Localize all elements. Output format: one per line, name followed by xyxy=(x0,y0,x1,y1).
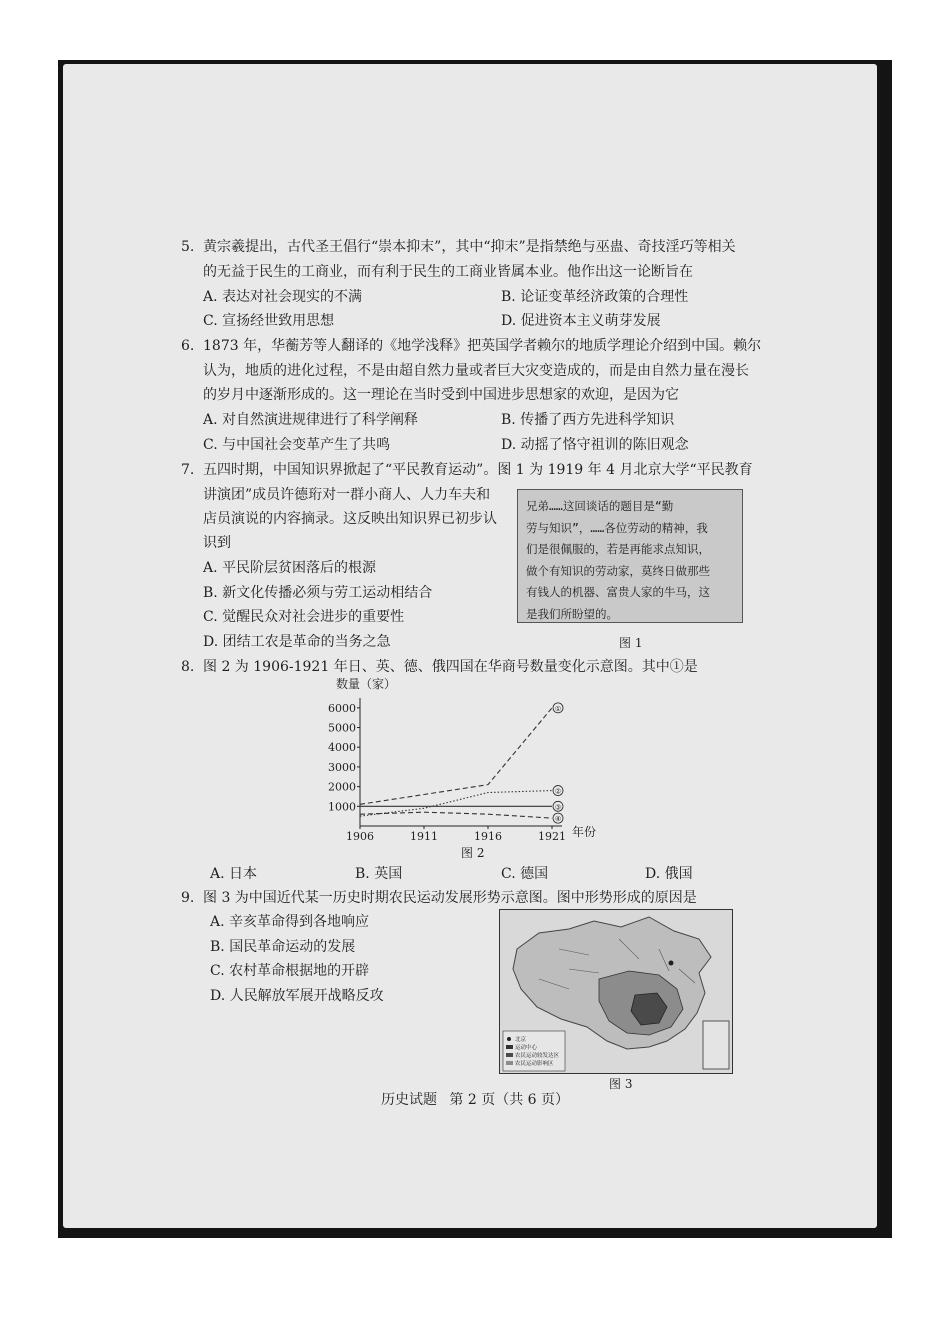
q9-option-b[interactable]: B. 国民革命运动的发展 xyxy=(210,939,356,955)
q6-option-c[interactable]: C. 与中国社会变革产生了共鸣 xyxy=(203,437,391,453)
q6-option-a[interactable]: A. 对自然演进规律进行了科学阐释 xyxy=(203,412,419,428)
q9-option-a[interactable]: A. 辛亥革命得到各地响应 xyxy=(210,914,370,930)
q8-option-a[interactable]: A. 日本 xyxy=(210,866,258,882)
figure-2-line-chart xyxy=(322,676,612,844)
chart-y-tick-label: 6000 xyxy=(328,701,356,715)
figure-1-caption: 图 1 xyxy=(619,636,643,650)
figure-1-text-line: 兄弟……这回谈话的题目是“勤 xyxy=(526,499,674,513)
q8-number: 8. xyxy=(181,659,195,675)
chart-series-line-4 xyxy=(360,812,552,818)
chart-y-tick-label: 4000 xyxy=(328,741,356,755)
q8-option-d[interactable]: D. 俄国 xyxy=(645,866,693,882)
chart-series-label-4: ④ xyxy=(554,815,562,824)
q6-line-1: 6. 1873 年，华蘅芳等人翻译的《地学浅释》把英国学者赖尔的地质学理论介绍到中国。赖尔 xyxy=(181,338,762,354)
chart-x-tick-label: 1911 xyxy=(410,830,438,843)
q8-line-1: 8. 图 2 为 1906-1921 年日、英、德、俄四国在华商号数量变化示意图。其中①是 xyxy=(181,659,698,675)
q5-option-d[interactable]: D. 促进资本主义萌芽发展 xyxy=(501,313,661,329)
q5-option-c[interactable]: C. 宣扬经世致用思想 xyxy=(203,313,335,329)
q9-option-d[interactable]: D. 人民解放军展开战略反攻 xyxy=(210,988,384,1004)
q6-option-d[interactable]: D. 动摇了恪守祖训的陈旧观念 xyxy=(501,437,689,453)
chart-x-tick-label: 1906 xyxy=(346,830,374,843)
map-legend-label: 农民运动较发达区 xyxy=(515,1053,560,1059)
footer-page-number: 第 2 页（共 6 页） xyxy=(449,1092,570,1108)
map-legend-symbol-center xyxy=(506,1045,513,1049)
figure-1-text-line: 是我们所盼望的。 xyxy=(526,606,618,621)
chart-y-axis-label: 数量（家） xyxy=(336,677,397,691)
chart-y-tick-label: 3000 xyxy=(328,760,356,774)
map-legend-label: 运动中心 xyxy=(515,1045,538,1051)
page-footer xyxy=(0,1089,950,1109)
figure-2-caption: 图 2 xyxy=(461,846,485,860)
figure-1-text-line: 有钱人的机器、富贵人家的牛马，这 xyxy=(526,585,710,599)
map-legend-label: 农民运动影响区 xyxy=(515,1061,554,1067)
q6-number: 6. xyxy=(181,338,195,354)
q6-option-b[interactable]: B. 传播了西方先进科学知识 xyxy=(501,412,675,428)
map-legend-symbol-beijing xyxy=(507,1037,511,1041)
q9-number: 9. xyxy=(181,890,195,906)
q5-option-a[interactable]: A. 表达对社会现实的不满 xyxy=(203,289,363,305)
chart-series-line-2 xyxy=(360,791,552,817)
chart-series-group xyxy=(360,703,563,823)
q7-line-2: 讲演团”成员许德珩对一群小商人、人力车夫和 xyxy=(203,487,491,503)
q7-option-c[interactable]: C. 觉醒民众对社会进步的重要性 xyxy=(203,609,405,625)
map-legend-symbol-affected xyxy=(506,1061,513,1065)
map-legend-symbol-developed xyxy=(506,1053,513,1057)
chart-x-axis-label: 年份 xyxy=(572,825,597,839)
q6-line-2: 认为，地质的进化过程，不是由超自然力量或者巨大灾变造成的，而是由自然力量在漫长 xyxy=(203,363,749,379)
chart-series-label-1: ① xyxy=(554,704,562,713)
chart-y-tick-label: 5000 xyxy=(328,721,356,735)
q7-number: 7. xyxy=(181,462,195,478)
q7-option-b[interactable]: B. 新文化传播必须与劳工运动相结合 xyxy=(203,585,433,601)
q5-option-b[interactable]: B. 论证变革经济政策的合理性 xyxy=(501,289,689,305)
figure-3-caption: 图 3 xyxy=(609,1077,633,1091)
figure-3-map xyxy=(499,909,734,1075)
map-legend-label: 北京 xyxy=(515,1037,527,1043)
q5-number: 5. xyxy=(181,239,195,255)
chart-series-line-1 xyxy=(360,708,552,804)
q7-option-a[interactable]: A. 平民阶层贫困落后的根源 xyxy=(203,560,377,576)
q8-option-b[interactable]: B. 英国 xyxy=(355,866,403,882)
q6-line-3: 的岁月中逐渐形成的。这一理论在当时受到中国进步思想家的欢迎，是因为它 xyxy=(203,387,679,403)
q8-option-c[interactable]: C. 德国 xyxy=(501,866,549,882)
chart-y-tick-label: 1000 xyxy=(328,800,356,814)
q5-line-2: 的无益于民生的工商业，而有利于民生的工商业皆属本业。他作出这一论断旨在 xyxy=(203,264,693,280)
chart-y-tick-label: 2000 xyxy=(328,780,356,794)
chart-x-tick-label: 1916 xyxy=(474,830,502,843)
q9-line-1: 9. 图 3 为中国近代某一历史时期农民运动发展形势示意图。图中形势形成的原因是 xyxy=(181,890,697,906)
chart-series-label-3: ③ xyxy=(554,803,562,812)
q7-line-4: 识到 xyxy=(203,535,231,551)
q7-line-1: 7. 五四时期，中国知识界掀起了“平民教育运动”。图 1 为 1919 年 4 月北京大学“平民教育 xyxy=(181,462,753,478)
footer-subject: 历史试题 xyxy=(380,1092,437,1108)
chart-y-ticks xyxy=(328,702,360,813)
figure-1-text-line: 做个有知识的劳动家，莫终日做那些 xyxy=(526,563,710,578)
figure-1-quote-box xyxy=(517,489,743,623)
q7-line-3: 店员演说的内容摘录。这反映出知识界已初步认 xyxy=(203,511,497,527)
q5-line-1: 5. 黄宗羲提出，古代圣王倡行“崇本抑末”，其中“抑末”是指禁绝与巫蛊、奇技淫巧等相关 xyxy=(181,239,736,255)
q9-option-c[interactable]: C. 农村革命根据地的开辟 xyxy=(210,963,370,979)
chart-series-label-2: ② xyxy=(554,787,562,796)
map-beijing-marker xyxy=(669,961,674,966)
chart-x-tick-label: 1921 xyxy=(538,830,566,843)
figure-1-text-line: 们是很佩服的，若是再能求点知识， xyxy=(526,542,710,556)
figure-1-text-line: 劳与知识”，……各位劳动的精神，我 xyxy=(526,520,708,535)
map-inset-south-china-sea xyxy=(703,1021,729,1069)
chart-x-ticks xyxy=(346,826,566,843)
q7-option-d[interactable]: D. 团结工农是革命的当务之急 xyxy=(203,634,391,650)
